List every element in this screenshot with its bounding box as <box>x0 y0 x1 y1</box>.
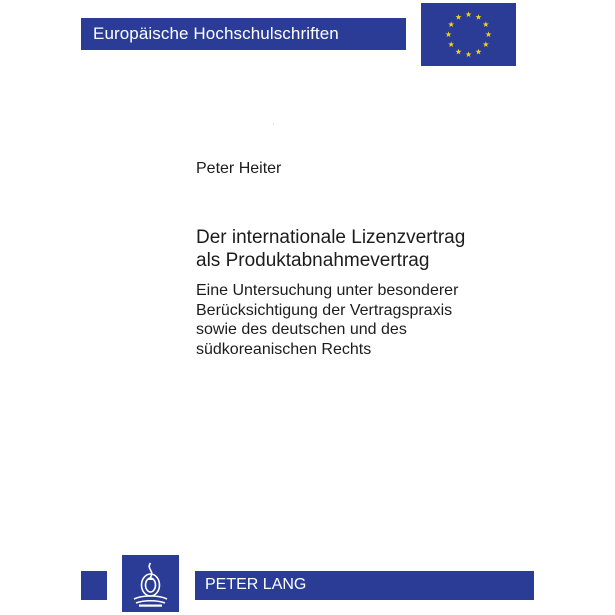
eu-stars-ring <box>421 3 516 66</box>
book-title-line: Der internationale Lizenzvertrag <box>196 227 466 248</box>
eu-flag-icon <box>421 3 516 66</box>
star-icon <box>456 49 462 55</box>
publisher-square <box>81 571 107 600</box>
series-title: Europäische Hochschulschriften <box>93 24 339 43</box>
star-icon <box>446 31 452 37</box>
star-icon <box>476 49 482 55</box>
star-icon <box>486 31 492 37</box>
publisher-name: PETER LANG <box>205 576 307 593</box>
star-icon <box>476 14 482 20</box>
star-icon <box>448 21 454 27</box>
star-icon <box>466 11 472 17</box>
book-subtitle-line: Eine Untersuchung unter besonderer <box>196 282 459 299</box>
book-subtitle-line: südkoreanischen Rechts <box>196 340 372 358</box>
book-subtitle <box>196 281 556 359</box>
book-title-line: als Produktabnahmevertrag <box>196 250 430 271</box>
book-subtitle-line: Berücksichtigung der Vertragspraxis <box>196 301 453 319</box>
author-name: Peter Heiter <box>196 160 282 177</box>
star-icon <box>483 41 489 47</box>
book-title <box>196 226 556 272</box>
print-speck <box>273 123 274 124</box>
peter-lang-logo-icon <box>122 555 179 612</box>
star-icon <box>456 14 462 20</box>
star-icon <box>448 41 454 47</box>
star-icon <box>483 21 489 27</box>
star-icon <box>466 51 472 57</box>
book-subtitle-line: sowie des deutschen und des <box>196 321 407 338</box>
